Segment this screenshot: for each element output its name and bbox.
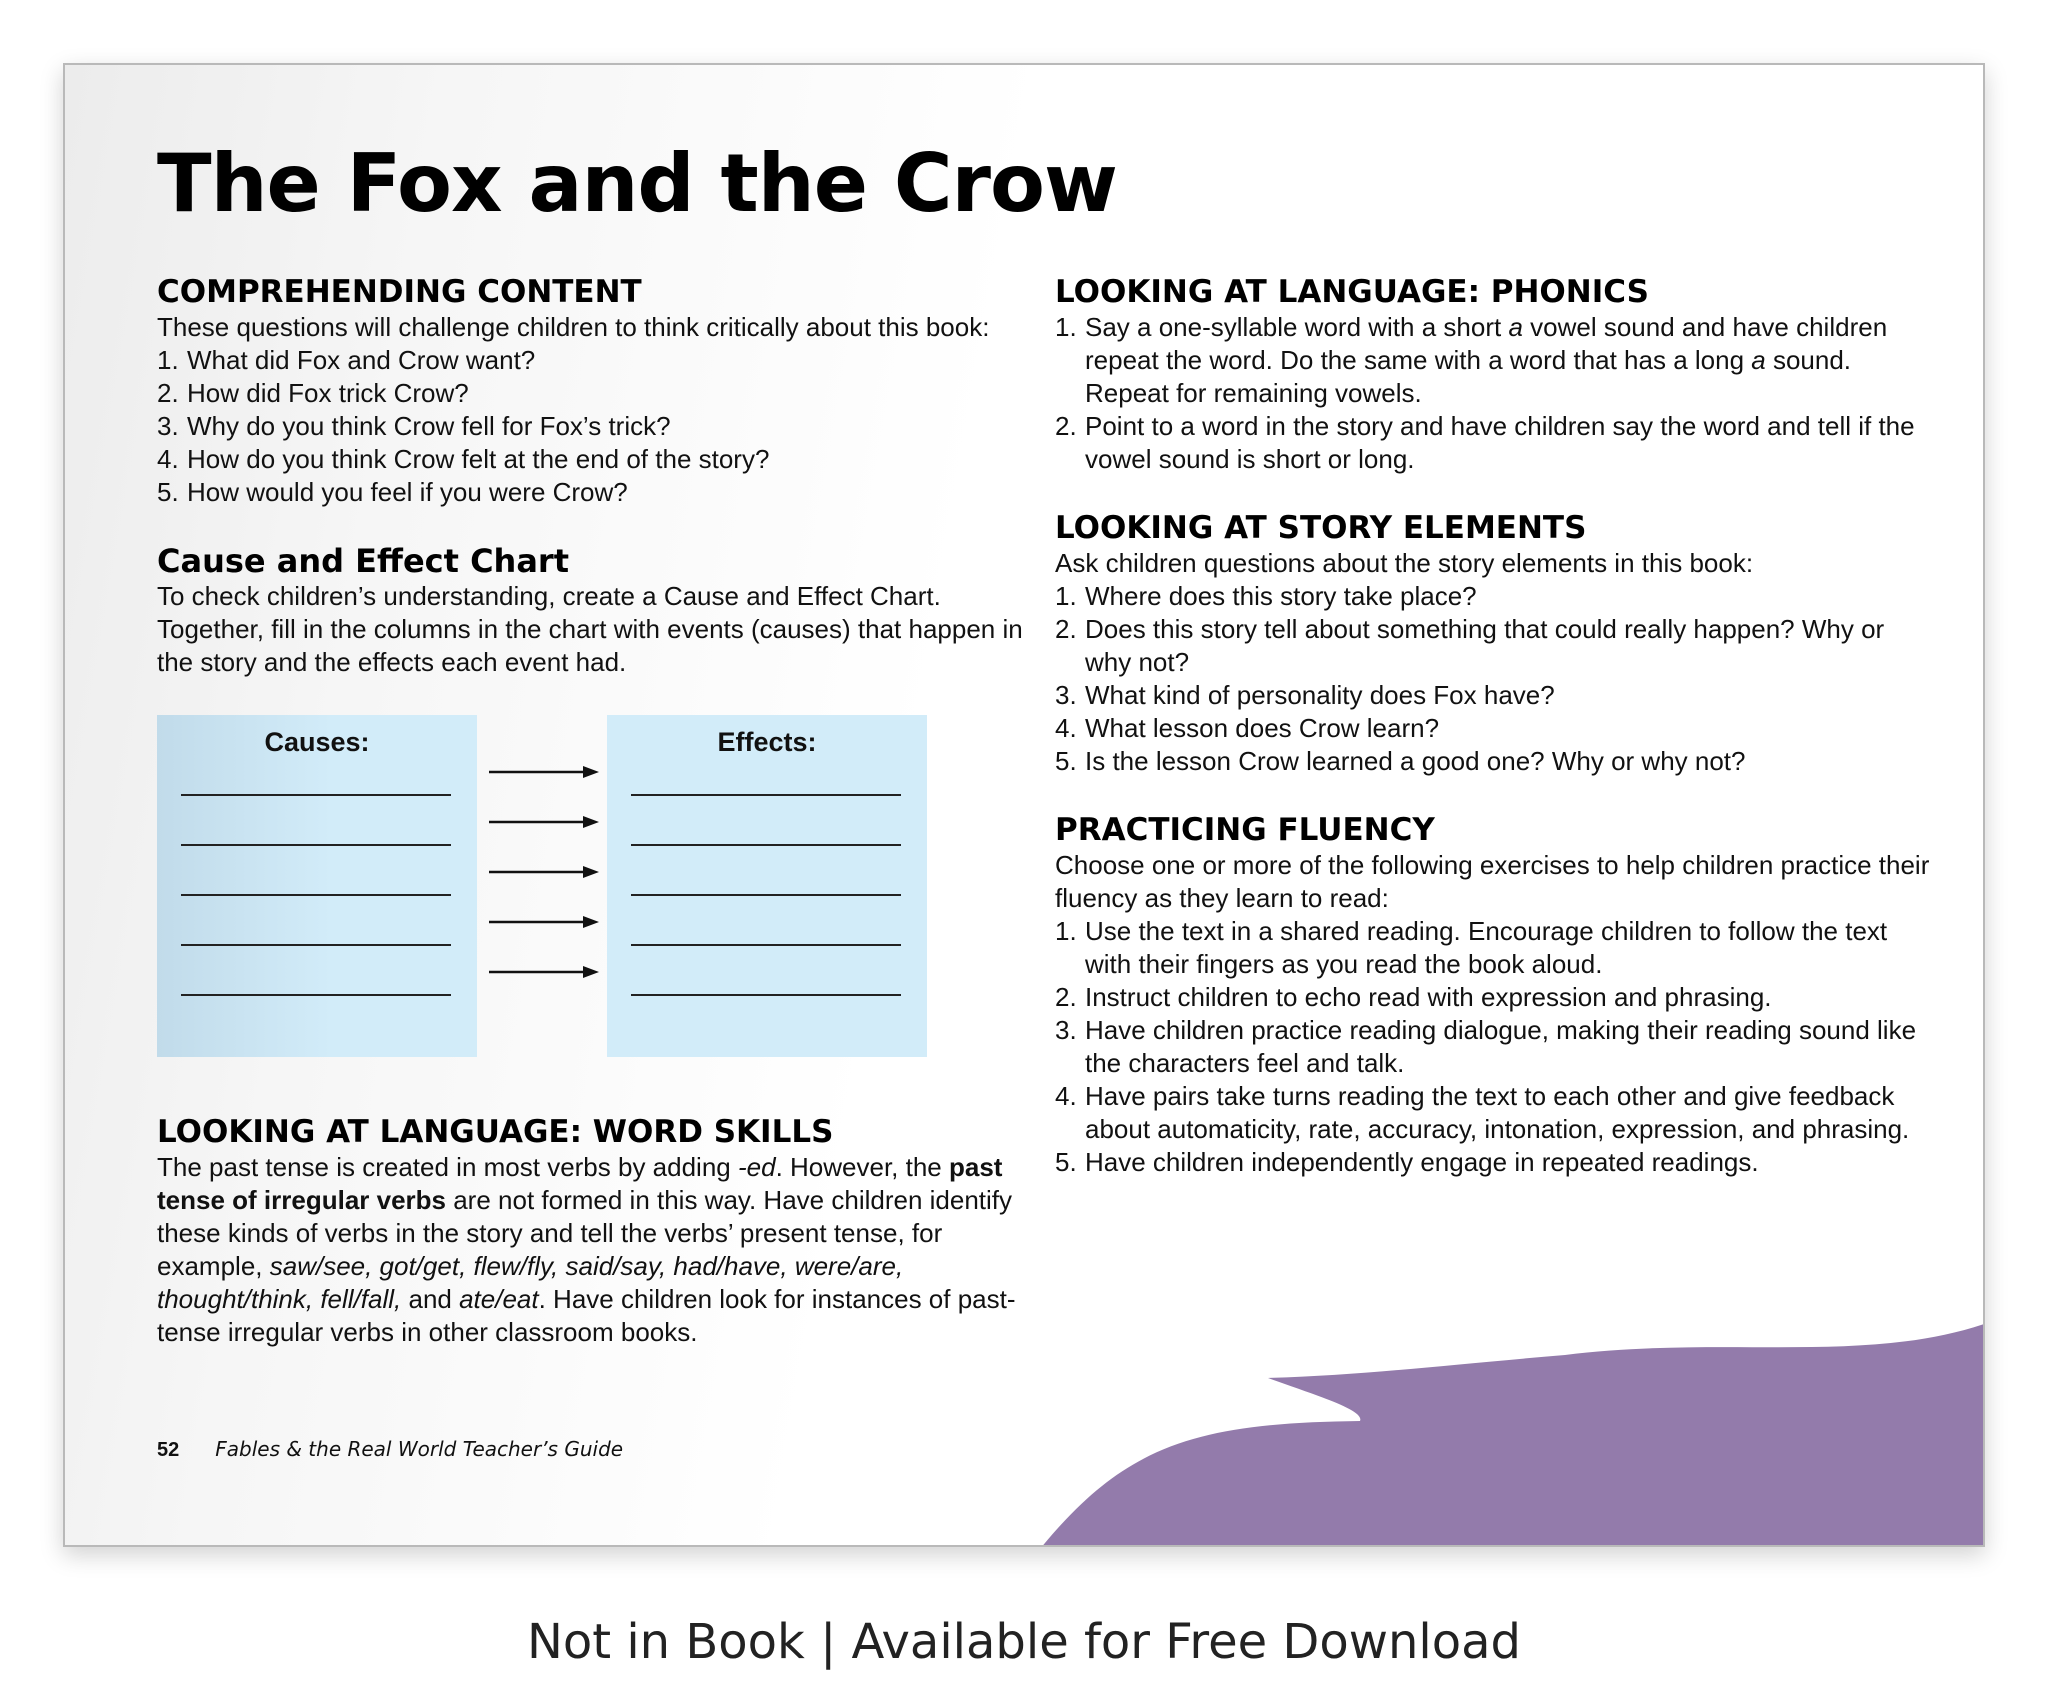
effects-label: Effects:: [717, 727, 817, 757]
list-text: How do you think Crow felt at the end of the story?: [187, 444, 770, 474]
arrow-right-icon: [487, 912, 599, 932]
page-title: The Fox and the Crow: [157, 137, 1117, 230]
section-body: The past tense is created in most verbs by adding -ed. However, the past tense of irregular verbs are not formed in this way. Have children identify these kinds of verbs in the story and tell the verbs’ present tense, for example, saw/see, got/get, flew/fly, said/say, had/have, were/are, thought/think, fell/fall, and ate/eat. Have children look for instances of past-tense irregular verbs in other classroom books.: [157, 1152, 1016, 1347]
section-heading: PRACTICING FLUENCY: [1055, 812, 1435, 848]
comprehending-content-section: [157, 273, 1037, 509]
list-item: 5. Is the lesson Crow learned a good one? Why or why not?: [1055, 746, 1746, 776]
phonics-section: [1055, 273, 1935, 476]
section-heading: LOOKING AT STORY ELEMENTS: [1055, 510, 1587, 546]
list-item: 1. Where does this story take place?: [1055, 581, 1477, 611]
cause-effect-section: [157, 542, 1037, 1057]
list-number: 1.: [157, 345, 179, 375]
word-skills-section: [157, 1113, 1037, 1349]
effects-box: [607, 715, 927, 1057]
section-heading: Cause and Effect Chart: [157, 542, 569, 580]
list-item: [157, 344, 1037, 377]
list-number: 2.: [157, 378, 179, 408]
wave-shape: [1040, 1323, 1985, 1547]
list-item: 2. Point to a word in the story and have children say the word and tell if the vowel sound is short or long.: [1055, 411, 1915, 474]
list-item: 1. Use the text in a shared reading. Encourage children to follow the text with their fingers as you read the book aloud.: [1055, 916, 1888, 979]
download-banner: Not in Book | Available for Free Download: [526, 1614, 1521, 1670]
blank-line: [181, 844, 451, 846]
list-number: 5.: [157, 477, 179, 507]
document-page: [63, 63, 1985, 1547]
arrow-right-icon: [487, 862, 599, 882]
page-footer: [157, 1437, 623, 1462]
list-item: [157, 476, 1037, 509]
question-list: [157, 344, 1037, 509]
guide-title: Fables & the Real World Teacher’s Guide: [215, 1437, 624, 1461]
list-item: 3. Have children practice reading dialogue, making their reading sound like the characters feel and talk.: [1055, 1015, 1917, 1078]
section-heading: COMPREHENDING CONTENT: [157, 274, 642, 310]
list-item: 2. Does this story tell about something that could really happen? Why or why not?: [1055, 614, 1885, 677]
list-item: 4. Have pairs take turns reading the text to each other and give feedback about automaticity, rate, accuracy, intonation, expression, and phrasing.: [1055, 1081, 1910, 1144]
blank-line: [631, 844, 901, 846]
question-list: [1055, 580, 1935, 778]
right-column: [1055, 273, 1935, 1179]
blank-line: [181, 794, 451, 796]
blank-line: [631, 994, 901, 996]
list-item: [157, 443, 1037, 476]
list-text: How did Fox trick Crow?: [187, 378, 469, 408]
arrow-right-icon: [487, 812, 599, 832]
list-item: 3. What kind of personality does Fox have?: [1055, 680, 1555, 710]
causes-label: Causes:: [264, 727, 370, 757]
list-item: 1. Say a one-syllable word with a short a vowel sound and have children repeat the word. Do the same with a word that has a long a sound. Repeat for remaining vowels.: [1055, 312, 1888, 408]
list-number: 3.: [157, 411, 179, 441]
section-intro: These questions will challenge children to think critically about this book:: [157, 312, 990, 342]
list-number: 4.: [157, 444, 179, 474]
list-item: 5. Have children independently engage in repeated readings.: [1055, 1147, 1759, 1177]
section-body: To check children’s understanding, create a Cause and Effect Chart. Together, fill in the columns in the chart with events (causes) that happen in the story and the effects each event had.: [157, 581, 1023, 677]
page-number: 52: [157, 1439, 180, 1461]
blank-line: [181, 894, 451, 896]
list-item: 2. Instruct children to echo read with expression and phrasing.: [1055, 982, 1772, 1012]
list-item: [157, 410, 1037, 443]
causes-box: [157, 715, 477, 1057]
list-item: [157, 377, 1037, 410]
fluency-section: [1055, 811, 1935, 1179]
section-intro: Choose one or more of the following exercises to help children practice their fluency as they learn to read:: [1055, 850, 1930, 913]
blank-line: [181, 994, 451, 996]
list-item: 4. What lesson does Crow learn?: [1055, 713, 1440, 743]
section-intro: Ask children questions about the story elements in this book:: [1055, 548, 1754, 578]
phonics-list: [1055, 311, 1935, 476]
arrow-right-icon: [487, 962, 599, 982]
list-text: How would you feel if you were Crow?: [187, 477, 628, 507]
list-text: What did Fox and Crow want?: [187, 345, 536, 375]
story-elements-section: [1055, 509, 1935, 778]
exercise-list: [1055, 915, 1935, 1179]
section-heading: LOOKING AT LANGUAGE: PHONICS: [1055, 274, 1649, 310]
blank-line: [631, 894, 901, 896]
blank-line: [181, 944, 451, 946]
blank-line: [631, 794, 901, 796]
left-column: [157, 273, 1037, 1349]
blank-line: [631, 944, 901, 946]
list-text: Why do you think Crow fell for Fox’s trick?: [187, 411, 671, 441]
section-heading: LOOKING AT LANGUAGE: WORD SKILLS: [157, 1114, 834, 1150]
arrow-right-icon: [487, 762, 599, 782]
cause-effect-chart: [157, 715, 947, 1057]
